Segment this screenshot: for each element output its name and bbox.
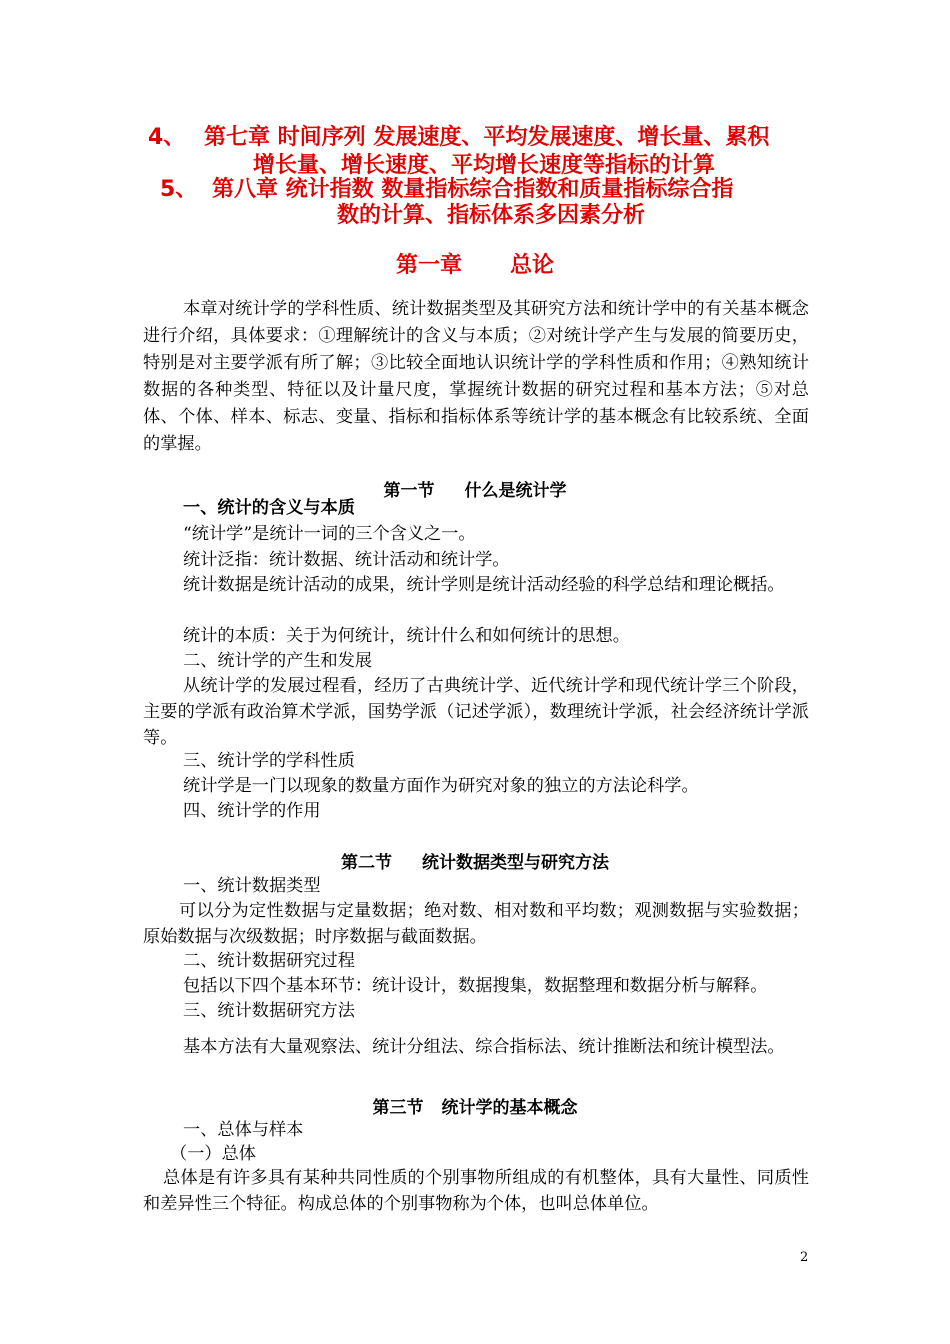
item-number: 5、 (160, 177, 198, 202)
page-number: 2 (800, 1250, 809, 1265)
section-label: 第二节 (341, 853, 392, 873)
item-line: 第八章 统计指数 数量指标综合指数和质量指标综合指 (212, 177, 734, 202)
paragraph-text: 总体是有许多具有某种共同性质的个别事物所组成的有机整体，具有大量性、同质性和差异性三个特征。构成总体的个别事物称为个体，也叫总体单位。 (143, 1168, 809, 1214)
heading: 一、统计的含义与本质 (183, 498, 355, 518)
heading: 一、总体与样本 (183, 1120, 304, 1140)
paragraph-text: 基本方法有大量观察法、统计分组法、综合指标法、统计推断法和统计模型法。 (183, 1037, 785, 1057)
paragraph-text: 统计数据是统计活动的成果，统计学则是统计活动经验的科学总结和理论概括。 (183, 575, 785, 595)
item-number: 4、 (148, 125, 186, 150)
chapter-heading (0, 248, 950, 279)
paragraph-text: 从统计学的发展过程看，经历了古典统计学、近代统计学和现代统计学三个阶段，主要的学派有政治算术学派，国势学派（记述学派），数理统计学派，社会经济统计学派等。 (143, 676, 809, 748)
heading: 二、统计学的产生和发展 (183, 651, 373, 671)
item-line: 增长量、增长速度、平均增长速度等指标的计算 (253, 153, 716, 178)
chapter-title: 总论 (510, 253, 555, 278)
section-title: 什么是统计学 (464, 481, 567, 501)
text-line: 统计泛指：统计数据、统计活动和统计学。 (183, 550, 510, 570)
text-line: 包括以下四个基本环节：统计设计，数据搜集，数据整理和数据分析与解释。 (183, 976, 768, 996)
section-2-title (0, 848, 950, 873)
heading: 三、统计学的学科性质 (183, 751, 355, 771)
heading: 二、统计数据研究过程 (183, 951, 355, 971)
paragraph (143, 1165, 809, 1217)
section-title: 统计学的基本概念 (441, 1098, 578, 1118)
chapter-label: 第一章 (395, 253, 462, 278)
section-label: 第一节 (383, 481, 435, 501)
paragraph (143, 898, 809, 950)
heading: 四、统计学的作用 (183, 801, 321, 821)
heading: （一）总体 (170, 1144, 256, 1164)
section-3-title (0, 1093, 950, 1118)
heading: 三、统计数据研究方法 (183, 1001, 355, 1021)
text-line: “统计学”是统计一词的三个含义之一。 (183, 524, 476, 544)
section-1-title (0, 476, 950, 501)
item-line: 第七章 时间序列 发展速度、平均发展速度、增长量、累积 (204, 125, 770, 150)
paragraph (143, 572, 809, 598)
text-line: 统计的本质：关于为何统计，统计什么和如何统计的思想。 (183, 626, 630, 646)
text-line: 统计学是一门以现象的数量方面作为研究对象的独立的方法论科学。 (183, 776, 699, 796)
section-title: 统计数据类型与研究方法 (422, 853, 609, 873)
heading: 一、统计数据类型 (183, 876, 321, 896)
intro-paragraph: 本章对统计学的学科性质、统计数据类型及其研究方法和统计学中的有关基本概念进行介绍，具体要求：①理解统计的含义与本质；②对统计学产生与发展的简要历史，特别是对主要学派有所了解；③比较全面地认识统计学的学科性质和作用；④熟知统计数据的各种类型、特征以及计量尺度，掌握统计数据的研究过程和基本方法；⑤对总体、个体、样本、标志、变量、指标和指标体系等统计学的基本概念有比较系统、全面的掌握。 (143, 299, 809, 454)
paragraph (143, 673, 809, 751)
section-label: 第三节 (372, 1098, 424, 1118)
paragraph (143, 1030, 809, 1064)
chapter-intro (143, 296, 809, 458)
item-line: 数的计算、指标体系多因素分析 (337, 203, 646, 228)
paragraph-text: 可以分为定性数据与定量数据；绝对数、相对数和平均数；观测数据与实验数据；原始数据与次级数据；时序数据与截面数据。 (143, 901, 809, 947)
